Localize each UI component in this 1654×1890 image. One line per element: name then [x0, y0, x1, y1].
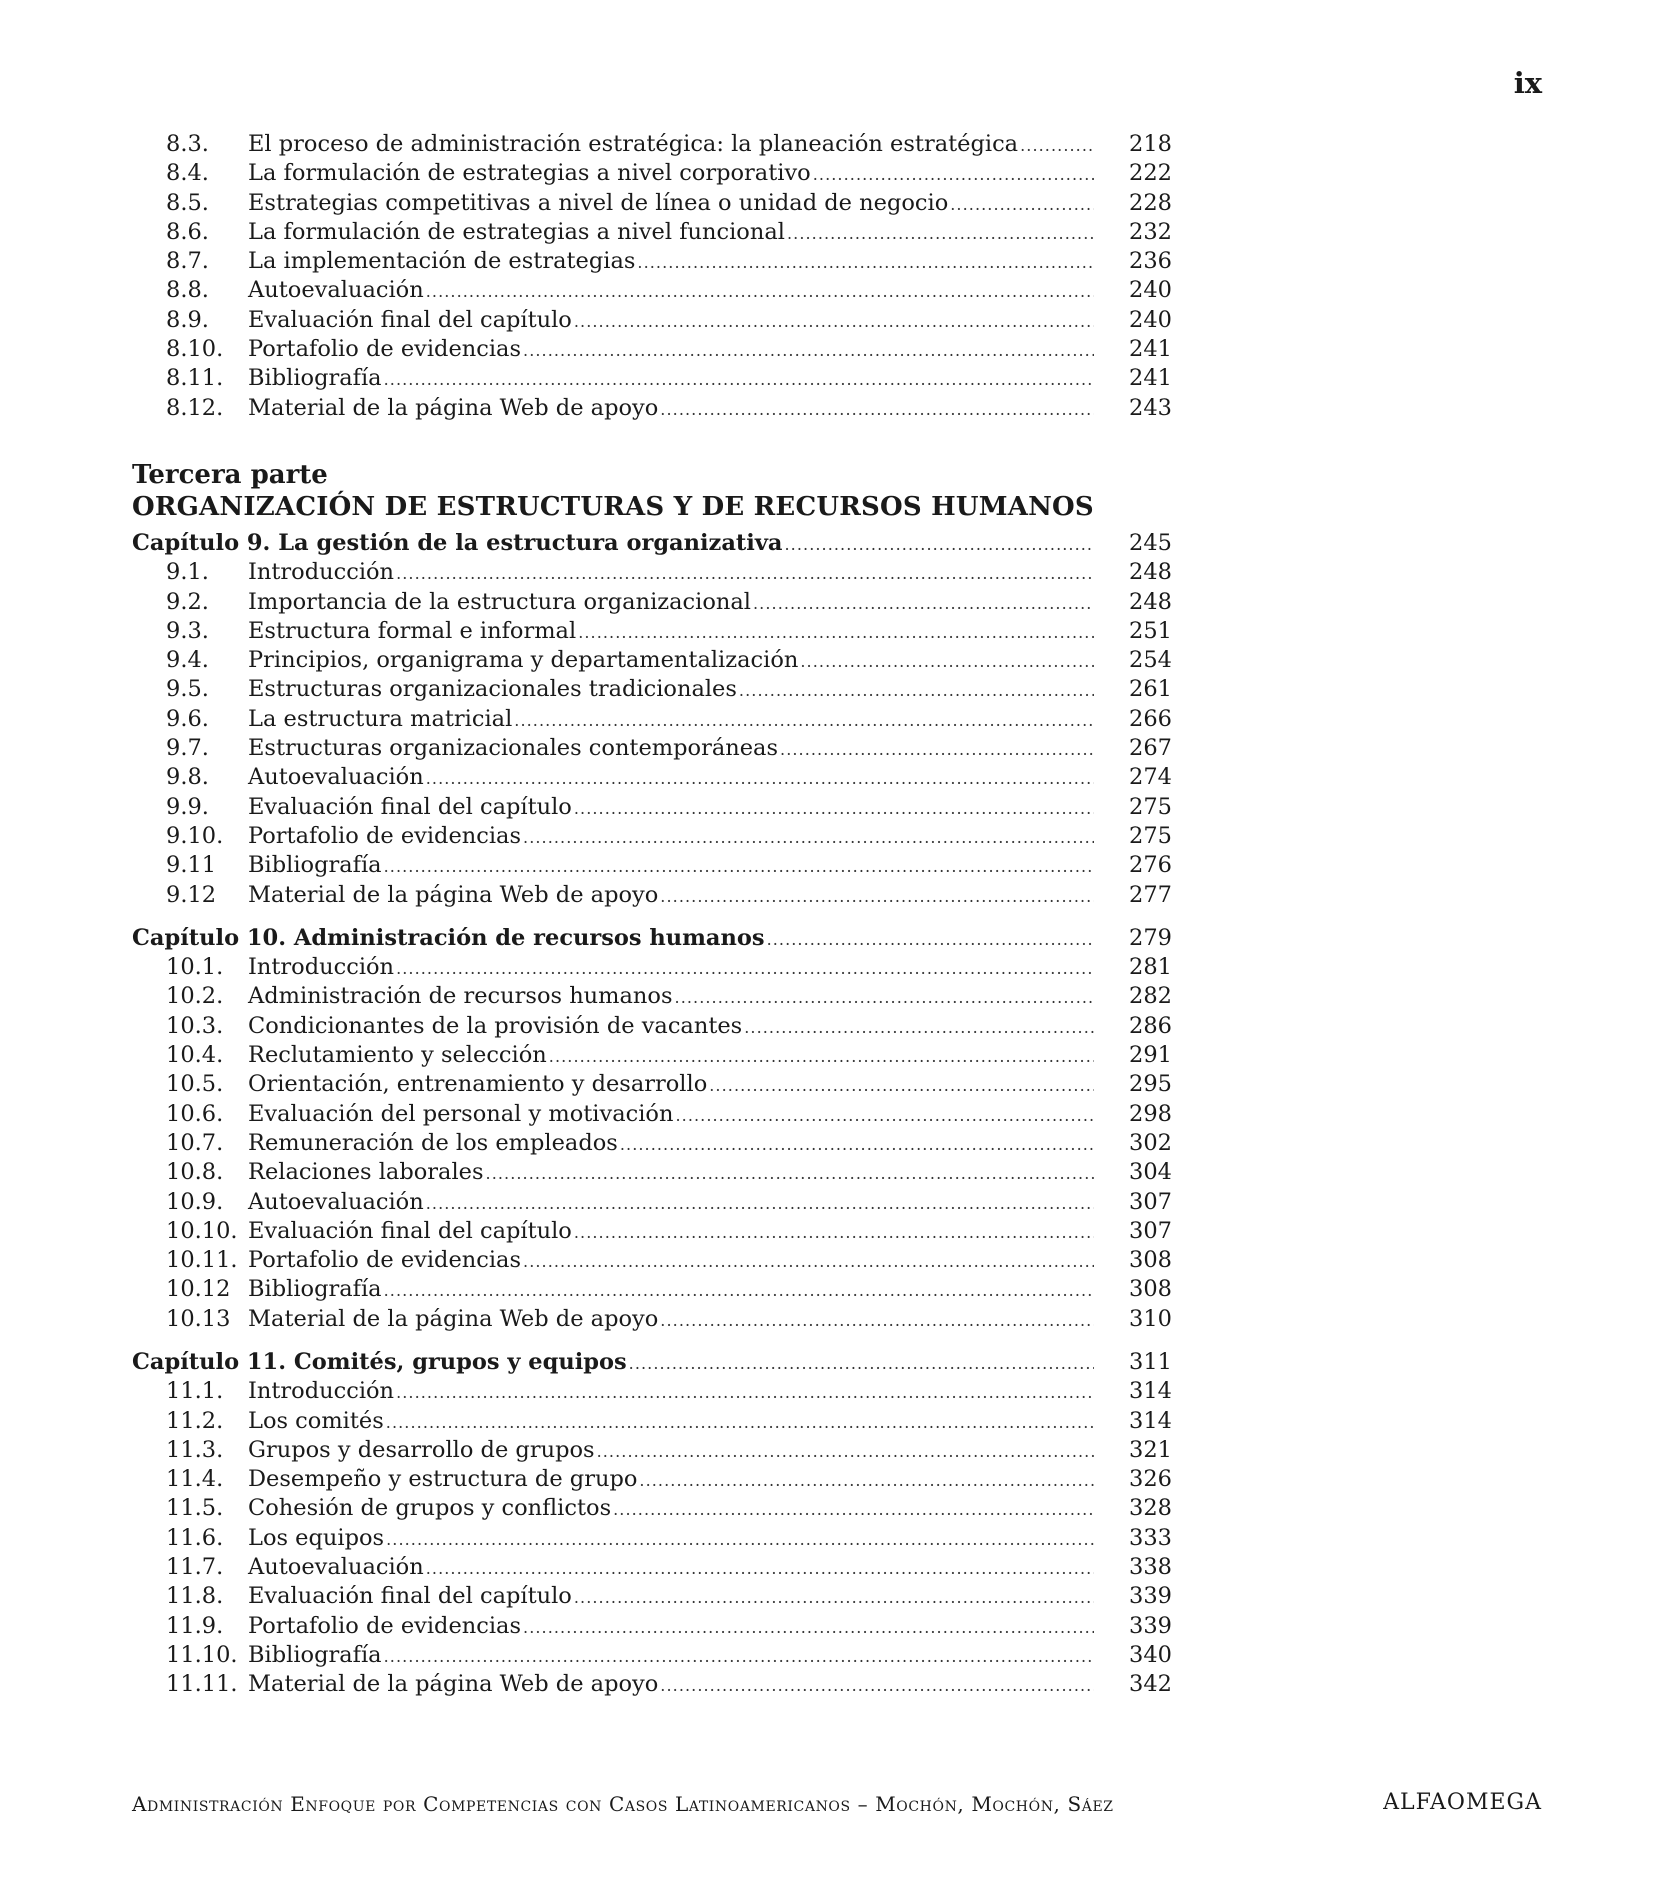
entry-number: 9.12 — [166, 881, 217, 908]
dot-leader — [675, 1101, 1094, 1130]
entry-number: 10.8. — [166, 1159, 224, 1186]
entry-title: Autoevaluación — [248, 1188, 424, 1215]
entry-number: 10.7. — [166, 1129, 224, 1156]
part-heading — [132, 459, 1172, 523]
dot-leader — [426, 277, 1094, 306]
entry-page-number: 307 — [1129, 1217, 1172, 1244]
toc-entry[interactable] — [132, 1670, 1172, 1699]
entry-page-number: 310 — [1129, 1305, 1172, 1332]
toc-entry[interactable] — [132, 1129, 1172, 1158]
toc-entry[interactable] — [132, 1377, 1172, 1406]
dot-leader — [753, 589, 1094, 618]
entry-page-number: 314 — [1129, 1378, 1172, 1405]
entry-title: Condicionantes de la provisión de vacantes — [248, 1012, 743, 1039]
entry-page-number: 267 — [1129, 735, 1172, 762]
entry-page-number: 254 — [1129, 647, 1172, 674]
entry-title: Evaluación final del capítulo — [248, 793, 572, 820]
entry-page-number: 311 — [1129, 1348, 1172, 1375]
entry-page-number: 240 — [1129, 306, 1172, 333]
dot-leader — [384, 365, 1094, 394]
entry-title: Portafolio de evidencias — [248, 1612, 522, 1639]
entry-page-number: 243 — [1129, 394, 1172, 421]
dot-leader — [514, 706, 1094, 735]
entry-page-number: 241 — [1129, 365, 1172, 392]
entry-number: 9.11 — [166, 852, 217, 879]
entry-title: Evaluación final del capítulo — [248, 1583, 572, 1610]
entry-number: 10.4. — [166, 1042, 224, 1069]
dot-leader — [426, 1189, 1094, 1218]
dot-leader — [767, 925, 1094, 954]
entry-number: 8.12. — [166, 394, 224, 421]
entry-number: 11.8. — [166, 1583, 224, 1610]
entry-page-number: 222 — [1129, 160, 1172, 187]
entry-title: Material de la página Web de apoyo — [248, 394, 659, 421]
entry-title: Bibliografía — [248, 365, 382, 392]
entry-title: Estrategias competitivas a nivel de línea o unidad de negocio — [248, 189, 949, 216]
entry-page-number: 218 — [1129, 131, 1172, 157]
entry-page-number: 298 — [1129, 1100, 1172, 1127]
toc-entry[interactable] — [132, 130, 1172, 159]
entry-title: Orientación, entrenamiento y desarrollo — [248, 1071, 708, 1098]
footer-publisher: ALFAOMEGA — [1383, 1790, 1542, 1815]
dot-leader — [578, 618, 1094, 647]
entry-title: El proceso de administración estratégica: la planeación estratégica — [248, 131, 1019, 157]
entry-page-number: 307 — [1129, 1188, 1172, 1215]
chapter-list — [132, 529, 1172, 1700]
dot-leader — [639, 1466, 1094, 1495]
entry-title: Remuneración de los empleados — [248, 1129, 618, 1156]
entry-title: Los equipos — [248, 1524, 385, 1551]
entry-number: 9.1. — [166, 559, 209, 586]
dot-leader — [574, 307, 1094, 336]
dot-leader — [386, 1525, 1094, 1554]
part-label: Tercera parte — [132, 459, 328, 490]
toc-entry[interactable] — [132, 1494, 1172, 1523]
dot-leader — [613, 1495, 1094, 1524]
entry-title: Evaluación del personal y motivación — [248, 1100, 674, 1127]
toc-entry[interactable] — [132, 953, 1172, 982]
entry-page-number: 340 — [1129, 1641, 1172, 1668]
entry-number: 9.4. — [166, 647, 209, 674]
entry-number: 10.13 — [166, 1305, 231, 1332]
toc-entry[interactable] — [132, 159, 1172, 188]
entry-page-number: 275 — [1129, 822, 1172, 849]
entry-number: 11.11. — [166, 1671, 238, 1698]
toc-entry[interactable] — [132, 1100, 1172, 1129]
chapter-title: Capítulo 11. Comités, grupos y equipos — [132, 1348, 627, 1375]
entry-title: Portafolio de evidencias — [248, 822, 522, 849]
dot-leader — [384, 1276, 1094, 1305]
entry-page-number: 328 — [1129, 1495, 1172, 1522]
dot-leader — [660, 882, 1094, 911]
entry-number: 9.8. — [166, 764, 209, 791]
toc-entry[interactable] — [132, 276, 1172, 305]
entry-number: 10.12 — [166, 1276, 231, 1303]
entry-page-number: 304 — [1129, 1159, 1172, 1186]
toc-entry[interactable] — [132, 1305, 1172, 1334]
chapter-entry[interactable] — [132, 1348, 1172, 1377]
toc-entry[interactable] — [132, 1246, 1172, 1275]
entry-page-number: 248 — [1129, 559, 1172, 586]
toc-entry[interactable] — [132, 1275, 1172, 1304]
entry-number: 8.10. — [166, 336, 224, 363]
entry-number: 10.10. — [166, 1217, 238, 1244]
entry-page-number: 338 — [1129, 1554, 1172, 1581]
entry-page-number: 279 — [1129, 924, 1172, 951]
entry-page-number: 261 — [1129, 676, 1172, 703]
entry-number: 11.7. — [166, 1554, 224, 1581]
dot-leader — [629, 1349, 1094, 1378]
entry-page-number: 326 — [1129, 1466, 1172, 1493]
entry-page-number: 282 — [1129, 983, 1172, 1010]
toc-entry[interactable] — [132, 247, 1172, 276]
entry-page-number: 240 — [1129, 277, 1172, 304]
toc-entry[interactable] — [132, 1436, 1172, 1465]
entry-title: Estructuras organizacionales contemporáneas — [248, 735, 779, 762]
dot-leader — [523, 1247, 1094, 1276]
entry-number: 8.5. — [166, 189, 209, 216]
entry-title: Bibliografía — [248, 1276, 382, 1303]
toc-entry[interactable] — [132, 1524, 1172, 1553]
entry-title: Material de la página Web de apoyo — [248, 1305, 659, 1332]
toc-entry[interactable] — [132, 1465, 1172, 1494]
entry-title: Material de la página Web de apoyo — [248, 1671, 659, 1698]
dot-leader — [396, 1378, 1094, 1407]
toc-entry[interactable] — [132, 218, 1172, 247]
entry-number: 9.3. — [166, 617, 209, 644]
chapter-entry[interactable] — [132, 924, 1172, 953]
dot-leader — [574, 1218, 1094, 1247]
entry-number: 10.1. — [166, 954, 224, 981]
dot-leader — [780, 735, 1094, 764]
dot-leader — [744, 1013, 1094, 1042]
entry-title: La estructura matricial — [248, 705, 513, 732]
chapter-title: Capítulo 10. Administración de recursos humanos — [132, 924, 765, 951]
toc-entry[interactable] — [132, 306, 1172, 335]
entry-number: 10.5. — [166, 1071, 224, 1098]
entry-title: Grupos y desarrollo de grupos — [248, 1436, 595, 1463]
toc-entry[interactable] — [132, 982, 1172, 1011]
dot-leader — [597, 1437, 1094, 1466]
entry-page-number: 321 — [1129, 1436, 1172, 1463]
dot-leader — [813, 160, 1094, 189]
toc-entry[interactable] — [132, 1217, 1172, 1246]
entry-title: Principios, organigrama y departamentalización — [248, 647, 799, 674]
entry-page-number: 236 — [1129, 248, 1172, 275]
entry-page-number: 274 — [1129, 764, 1172, 791]
dot-leader — [386, 1408, 1094, 1437]
footer-book-title: Administración Enfoque por Competencias con Casos Latinoamericanos – Mochón, Mochón, Sáez — [132, 1792, 1114, 1816]
entry-number: 9.5. — [166, 676, 209, 703]
entry-number: 10.11. — [166, 1247, 238, 1274]
chapter-title: Capítulo 9. La gestión de la estructura organizativa — [132, 529, 783, 556]
toc-entry[interactable] — [132, 646, 1172, 675]
entry-title: Introducción — [248, 1378, 395, 1405]
dot-leader — [739, 676, 1094, 705]
toc-entry[interactable] — [132, 335, 1172, 364]
dot-leader — [660, 1671, 1094, 1700]
entry-title: Autoevaluación — [248, 764, 424, 791]
toc-entry[interactable] — [132, 675, 1172, 704]
entry-number: 11.6. — [166, 1524, 224, 1551]
toc-entry[interactable] — [132, 1612, 1172, 1641]
entry-title: Reclutamiento y selección — [248, 1042, 547, 1069]
dot-leader — [785, 530, 1095, 559]
entry-page-number: 286 — [1129, 1012, 1172, 1039]
entry-page-number: 339 — [1129, 1612, 1172, 1639]
dot-leader — [1020, 131, 1094, 160]
entry-title: La implementación de estrategias — [248, 248, 636, 275]
entry-number: 8.9. — [166, 306, 209, 333]
toc-entry[interactable] — [132, 394, 1172, 423]
dot-leader — [709, 1071, 1094, 1100]
entry-title: Cohesión de grupos y conflictos — [248, 1495, 612, 1522]
entry-number: 10.9. — [166, 1188, 224, 1215]
entry-title: Importancia de la estructura organizacional — [248, 588, 751, 615]
entry-number: 11.9. — [166, 1612, 224, 1639]
entry-page-number: 241 — [1129, 336, 1172, 363]
entry-number: 10.6. — [166, 1100, 224, 1127]
toc-entry[interactable] — [132, 1582, 1172, 1611]
dot-leader — [574, 794, 1094, 823]
entry-title: Introducción — [248, 559, 395, 586]
dot-leader — [384, 852, 1094, 881]
entry-number: 11.1. — [166, 1378, 224, 1405]
toc-entry[interactable] — [132, 763, 1172, 792]
dot-leader — [523, 336, 1094, 365]
entry-page-number: 275 — [1129, 793, 1172, 820]
chapter-entry[interactable] — [132, 529, 1172, 558]
entry-page-number: 281 — [1129, 954, 1172, 981]
entry-page-number: 228 — [1129, 189, 1172, 216]
dot-leader — [426, 764, 1094, 793]
entry-page-number: 302 — [1129, 1129, 1172, 1156]
entry-title: La formulación de estrategias a nivel corporativo — [248, 160, 811, 187]
table-of-contents — [132, 130, 1172, 1700]
entry-page-number: 308 — [1129, 1247, 1172, 1274]
dot-leader — [637, 248, 1094, 277]
entry-title: Autoevaluación — [248, 1554, 424, 1581]
dot-leader — [486, 1159, 1094, 1188]
entry-number: 11.5. — [166, 1495, 224, 1522]
entry-number: 9.6. — [166, 705, 209, 732]
entry-number: 9.2. — [166, 588, 209, 615]
dot-leader — [549, 1042, 1094, 1071]
entry-title: Material de la página Web de apoyo — [248, 881, 659, 908]
part-title: ORGANIZACIÓN DE ESTRUCTURAS Y DE RECURSOS HUMANOS — [132, 491, 1094, 522]
toc-entry[interactable] — [132, 617, 1172, 646]
toc-entry[interactable] — [132, 1407, 1172, 1436]
entry-page-number: 295 — [1129, 1071, 1172, 1098]
dot-leader — [800, 647, 1094, 676]
entry-number: 9.10. — [166, 822, 224, 849]
entry-number: 8.11. — [166, 365, 224, 392]
entry-page-number: 251 — [1129, 617, 1172, 644]
dot-leader — [950, 190, 1094, 219]
entry-number: 8.8. — [166, 277, 209, 304]
section-8-entries — [132, 130, 1172, 423]
entry-title: Relaciones laborales — [248, 1159, 484, 1186]
dot-leader — [620, 1130, 1094, 1159]
entry-number: 8.7. — [166, 248, 209, 275]
toc-entry[interactable] — [132, 734, 1172, 763]
dot-leader — [787, 219, 1094, 248]
dot-leader — [396, 559, 1094, 588]
entry-title: Autoevaluación — [248, 277, 424, 304]
entry-number: 11.2. — [166, 1407, 224, 1434]
entry-page-number: 291 — [1129, 1042, 1172, 1069]
entry-number: 10.3. — [166, 1012, 224, 1039]
entry-title: Estructuras organizacionales tradicionales — [248, 676, 737, 703]
entry-title: Administración de recursos humanos — [248, 983, 673, 1010]
entry-title: Evaluación final del capítulo — [248, 1217, 572, 1244]
entry-page-number: 276 — [1129, 852, 1172, 879]
entry-title: Desempeño y estructura de grupo — [248, 1466, 638, 1493]
toc-entry[interactable] — [132, 793, 1172, 822]
dot-leader — [426, 1554, 1094, 1583]
entry-page-number: 245 — [1129, 529, 1172, 556]
entry-title: Estructura formal e informal — [248, 617, 577, 644]
entry-number: 11.10. — [166, 1641, 238, 1668]
entry-number: 8.4. — [166, 160, 209, 187]
entry-title: Los comités — [248, 1407, 384, 1434]
entry-number: 8.3. — [166, 131, 209, 157]
toc-entry[interactable] — [132, 851, 1172, 880]
entry-page-number: 342 — [1129, 1671, 1172, 1698]
entry-page-number: 308 — [1129, 1276, 1172, 1303]
entry-title: La formulación de estrategias a nivel funcional — [248, 218, 785, 245]
toc-entry[interactable] — [132, 1041, 1172, 1070]
dot-leader — [574, 1583, 1094, 1612]
toc-entry[interactable] — [132, 1641, 1172, 1670]
entry-number: 8.6. — [166, 218, 209, 245]
entry-page-number: 266 — [1129, 705, 1172, 732]
entry-page-number: 248 — [1129, 588, 1172, 615]
dot-leader — [660, 1306, 1094, 1335]
entry-title: Evaluación final del capítulo — [248, 306, 572, 333]
dot-leader — [660, 395, 1094, 424]
dot-leader — [523, 823, 1094, 852]
dot-leader — [396, 954, 1094, 983]
entry-page-number: 314 — [1129, 1407, 1172, 1434]
toc-entry[interactable] — [132, 1012, 1172, 1041]
entry-title: Portafolio de evidencias — [248, 1247, 522, 1274]
entry-title: Bibliografía — [248, 1641, 382, 1668]
entry-page-number: 277 — [1129, 881, 1172, 908]
entry-page-number: 339 — [1129, 1583, 1172, 1610]
page-number: ix — [1513, 66, 1542, 100]
toc-entry[interactable] — [132, 822, 1172, 851]
entry-number: 9.7. — [166, 735, 209, 762]
entry-number: 10.2. — [166, 983, 224, 1010]
entry-page-number: 232 — [1129, 218, 1172, 245]
toc-entry[interactable] — [132, 1158, 1172, 1187]
toc-entry[interactable] — [132, 705, 1172, 734]
toc-entry[interactable] — [132, 189, 1172, 218]
entry-page-number: 333 — [1129, 1524, 1172, 1551]
toc-entry[interactable] — [132, 1188, 1172, 1217]
toc-entry[interactable] — [132, 881, 1172, 910]
dot-leader — [523, 1613, 1094, 1642]
toc-entry[interactable] — [132, 1070, 1172, 1099]
entry-title: Portafolio de evidencias — [248, 336, 522, 363]
entry-number: 11.3. — [166, 1436, 224, 1463]
toc-entry[interactable] — [132, 588, 1172, 617]
entry-title: Bibliografía — [248, 852, 382, 879]
entry-number: 9.9. — [166, 793, 209, 820]
toc-entry[interactable] — [132, 364, 1172, 393]
entry-number: 11.4. — [166, 1466, 224, 1493]
toc-entry[interactable] — [132, 1553, 1172, 1582]
dot-leader — [384, 1642, 1094, 1671]
toc-entry[interactable] — [132, 558, 1172, 587]
dot-leader — [675, 983, 1094, 1012]
entry-title: Introducción — [248, 954, 395, 981]
